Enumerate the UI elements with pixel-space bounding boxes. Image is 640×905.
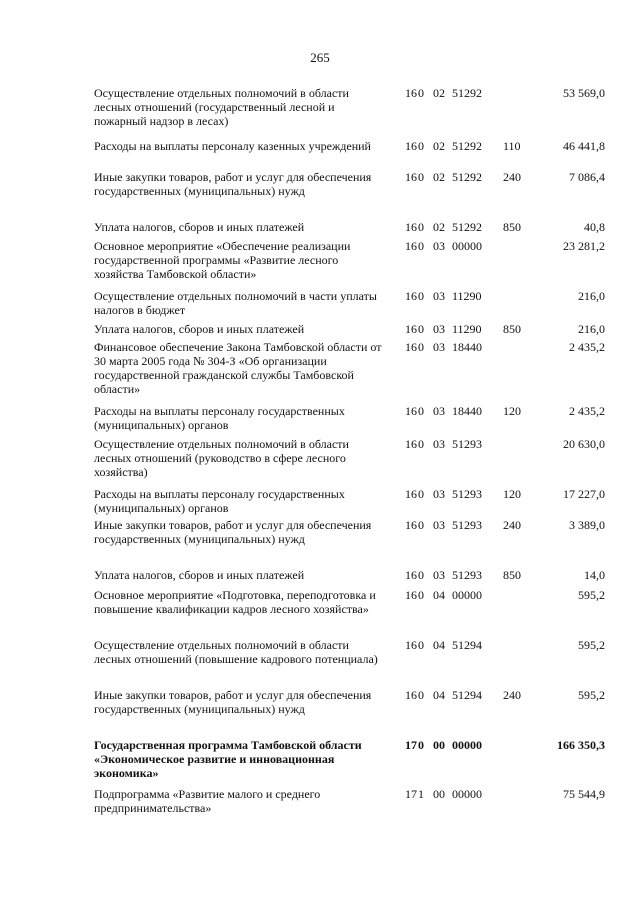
- amount: 3 389,0: [569, 518, 605, 532]
- code-subprogram: 0: [418, 568, 424, 582]
- code-event: 03: [433, 487, 445, 501]
- code-direction: 51294: [452, 638, 482, 652]
- code-subprogram: 0: [418, 139, 424, 153]
- table-row: [0, 404, 640, 432]
- expense-type-code: 110: [503, 139, 521, 153]
- code-subprogram: 0: [418, 220, 424, 234]
- code-direction: 18440: [452, 404, 482, 418]
- row-description: Государственная программа Тамбовской области «Экономическое развитие и инновационная экономика»: [94, 738, 362, 780]
- code-event: 03: [433, 568, 445, 582]
- amount: 595,2: [578, 588, 605, 602]
- amount: 2 435,2: [569, 404, 605, 418]
- code-subprogram: 0: [418, 289, 424, 303]
- code-direction: 51292: [452, 86, 482, 100]
- code-subprogram: 0: [418, 487, 424, 501]
- expense-type-code: 240: [503, 688, 521, 702]
- code-event: 02: [433, 86, 445, 100]
- code-event: 02: [433, 139, 445, 153]
- code-event: 04: [433, 588, 445, 602]
- table-row: [0, 340, 640, 396]
- code-subprogram: 0: [418, 588, 424, 602]
- table-row: [0, 688, 640, 720]
- code-event: 03: [433, 322, 445, 336]
- code-program: 16: [405, 638, 417, 652]
- amount: 75 544,9: [563, 787, 605, 801]
- row-description: Осуществление отдельных полномочий в области лесных отношений (руководство в сфере лесного хозяйства): [94, 437, 349, 479]
- code-program: 16: [405, 518, 417, 532]
- table-row: [0, 322, 640, 340]
- code-event: 03: [433, 340, 445, 354]
- code-event: 03: [433, 239, 445, 253]
- row-description: Иные закупки товаров, работ и услуг для обеспечения государственных (муниципальных) нужд: [94, 518, 372, 546]
- code-program: 16: [405, 568, 417, 582]
- row-description: Осуществление отдельных полномочий в части уплаты налогов в бюджет: [94, 289, 377, 317]
- code-subprogram: 0: [418, 86, 424, 100]
- code-event: 02: [433, 220, 445, 234]
- expense-type-code: 120: [503, 487, 521, 501]
- row-description: Осуществление отдельных полномочий в области лесных отношений (повышение кадрового потенциала): [94, 638, 378, 666]
- code-direction: 51292: [452, 139, 482, 153]
- code-event: 00: [433, 787, 445, 801]
- amount: 7 086,4: [569, 170, 605, 184]
- code-subprogram: 0: [418, 239, 424, 253]
- amount: 53 569,0: [563, 86, 605, 100]
- table-row: [0, 518, 640, 550]
- code-direction: 51293: [452, 518, 482, 532]
- code-direction: 51293: [452, 487, 482, 501]
- expense-type-code: 120: [503, 404, 521, 418]
- code-event: 04: [433, 638, 445, 652]
- code-direction: 51292: [452, 170, 482, 184]
- amount: 216,0: [578, 322, 605, 336]
- code-direction: 00000: [452, 738, 482, 752]
- page-number: 265: [310, 50, 330, 65]
- code-program: 16: [405, 437, 417, 451]
- table-row: [0, 588, 640, 620]
- code-direction: 00000: [452, 239, 482, 253]
- row-description: Финансовое обеспечение Закона Тамбовской области от 30 марта 2005 года № 304-З «Об организации государственной гражданской службы Тамбовской области»: [94, 340, 382, 396]
- code-direction: 51293: [452, 437, 482, 451]
- code-direction: 18440: [452, 340, 482, 354]
- code-program: 16: [405, 688, 417, 702]
- row-description: Расходы на выплаты персоналу казенных учреждений: [94, 139, 371, 153]
- code-program: 16: [405, 86, 417, 100]
- expense-type-code: 850: [503, 568, 521, 582]
- table-row: [0, 86, 640, 132]
- amount: 216,0: [578, 289, 605, 303]
- code-event: 02: [433, 170, 445, 184]
- code-direction: 00000: [452, 588, 482, 602]
- amount: 2 435,2: [569, 340, 605, 354]
- row-description: Уплата налогов, сборов и иных платежей: [94, 322, 305, 336]
- table-row: [0, 638, 640, 670]
- table-row: [0, 239, 640, 281]
- code-subprogram: 0: [418, 738, 424, 752]
- amount: 23 281,2: [563, 239, 605, 253]
- amount: 20 630,0: [563, 437, 605, 451]
- code-program: 16: [405, 220, 417, 234]
- code-program: 16: [405, 404, 417, 418]
- code-direction: 51294: [452, 688, 482, 702]
- code-subprogram: 0: [418, 404, 424, 418]
- code-subprogram: 0: [418, 437, 424, 451]
- code-program: 16: [405, 239, 417, 253]
- table-row: [0, 437, 640, 479]
- table-row: [0, 738, 640, 780]
- row-description: Основное мероприятие «Подготовка, переподготовка и повышение квалификации кадров лесного хозяйства»: [94, 588, 376, 616]
- code-program: 16: [405, 289, 417, 303]
- code-event: 03: [433, 289, 445, 303]
- code-event: 00: [433, 738, 445, 752]
- code-subprogram: 0: [418, 170, 424, 184]
- code-direction: 51293: [452, 568, 482, 582]
- code-direction: 11290: [452, 289, 482, 303]
- code-event: 03: [433, 404, 445, 418]
- table-row: [0, 568, 640, 586]
- amount: 595,2: [578, 688, 605, 702]
- code-subprogram: 0: [418, 688, 424, 702]
- amount: 14,0: [584, 568, 605, 582]
- row-description: Основное мероприятие «Обеспечение реализации государственной программы «Развитие лесного хозяйства Тамбовской области»: [94, 239, 351, 281]
- row-description: Осуществление отдельных полномочий в области лесных отношений (государственный лесной и пожарный надзор в лесах): [94, 86, 349, 128]
- row-description: Расходы на выплаты персоналу государственных (муниципальных) органов: [94, 487, 345, 515]
- row-description: Расходы на выплаты персоналу государственных (муниципальных) органов: [94, 404, 345, 432]
- table-row: [0, 170, 640, 202]
- table-row: [0, 787, 640, 815]
- code-direction: 00000: [452, 787, 482, 801]
- code-subprogram: 0: [418, 518, 424, 532]
- amount: 40,8: [584, 220, 605, 234]
- table-row: [0, 487, 640, 515]
- code-program: 16: [405, 487, 417, 501]
- amount: 595,2: [578, 638, 605, 652]
- code-program: 17: [405, 787, 417, 801]
- code-event: 03: [433, 518, 445, 532]
- row-description: Уплата налогов, сборов и иных платежей: [94, 220, 305, 234]
- amount: 46 441,8: [563, 139, 605, 153]
- row-description: Подпрограмма «Развитие малого и среднего предпринимательства»: [94, 787, 321, 815]
- expense-type-code: 240: [503, 518, 521, 532]
- table-row: [0, 289, 640, 317]
- code-subprogram: 0: [418, 322, 424, 336]
- row-description: Иные закупки товаров, работ и услуг для обеспечения государственных (муниципальных) нужд: [94, 688, 372, 716]
- expense-type-code: 850: [503, 220, 521, 234]
- table-row: [0, 220, 640, 238]
- expense-type-code: 850: [503, 322, 521, 336]
- amount: 166 350,3: [557, 738, 605, 752]
- row-description: Иные закупки товаров, работ и услуг для обеспечения государственных (муниципальных) нужд: [94, 170, 372, 198]
- code-subprogram: 1: [418, 787, 424, 801]
- code-direction: 11290: [452, 322, 482, 336]
- expense-type-code: 240: [503, 170, 521, 184]
- code-program: 16: [405, 340, 417, 354]
- code-subprogram: 0: [418, 638, 424, 652]
- code-program: 16: [405, 588, 417, 602]
- amount: 17 227,0: [563, 487, 605, 501]
- code-event: 03: [433, 437, 445, 451]
- code-direction: 51292: [452, 220, 482, 234]
- code-program: 16: [405, 139, 417, 153]
- code-event: 04: [433, 688, 445, 702]
- code-subprogram: 0: [418, 340, 424, 354]
- code-program: 16: [405, 322, 417, 336]
- code-program: 16: [405, 170, 417, 184]
- code-program: 17: [405, 738, 417, 752]
- table-row: [0, 139, 640, 157]
- row-description: Уплата налогов, сборов и иных платежей: [94, 568, 305, 582]
